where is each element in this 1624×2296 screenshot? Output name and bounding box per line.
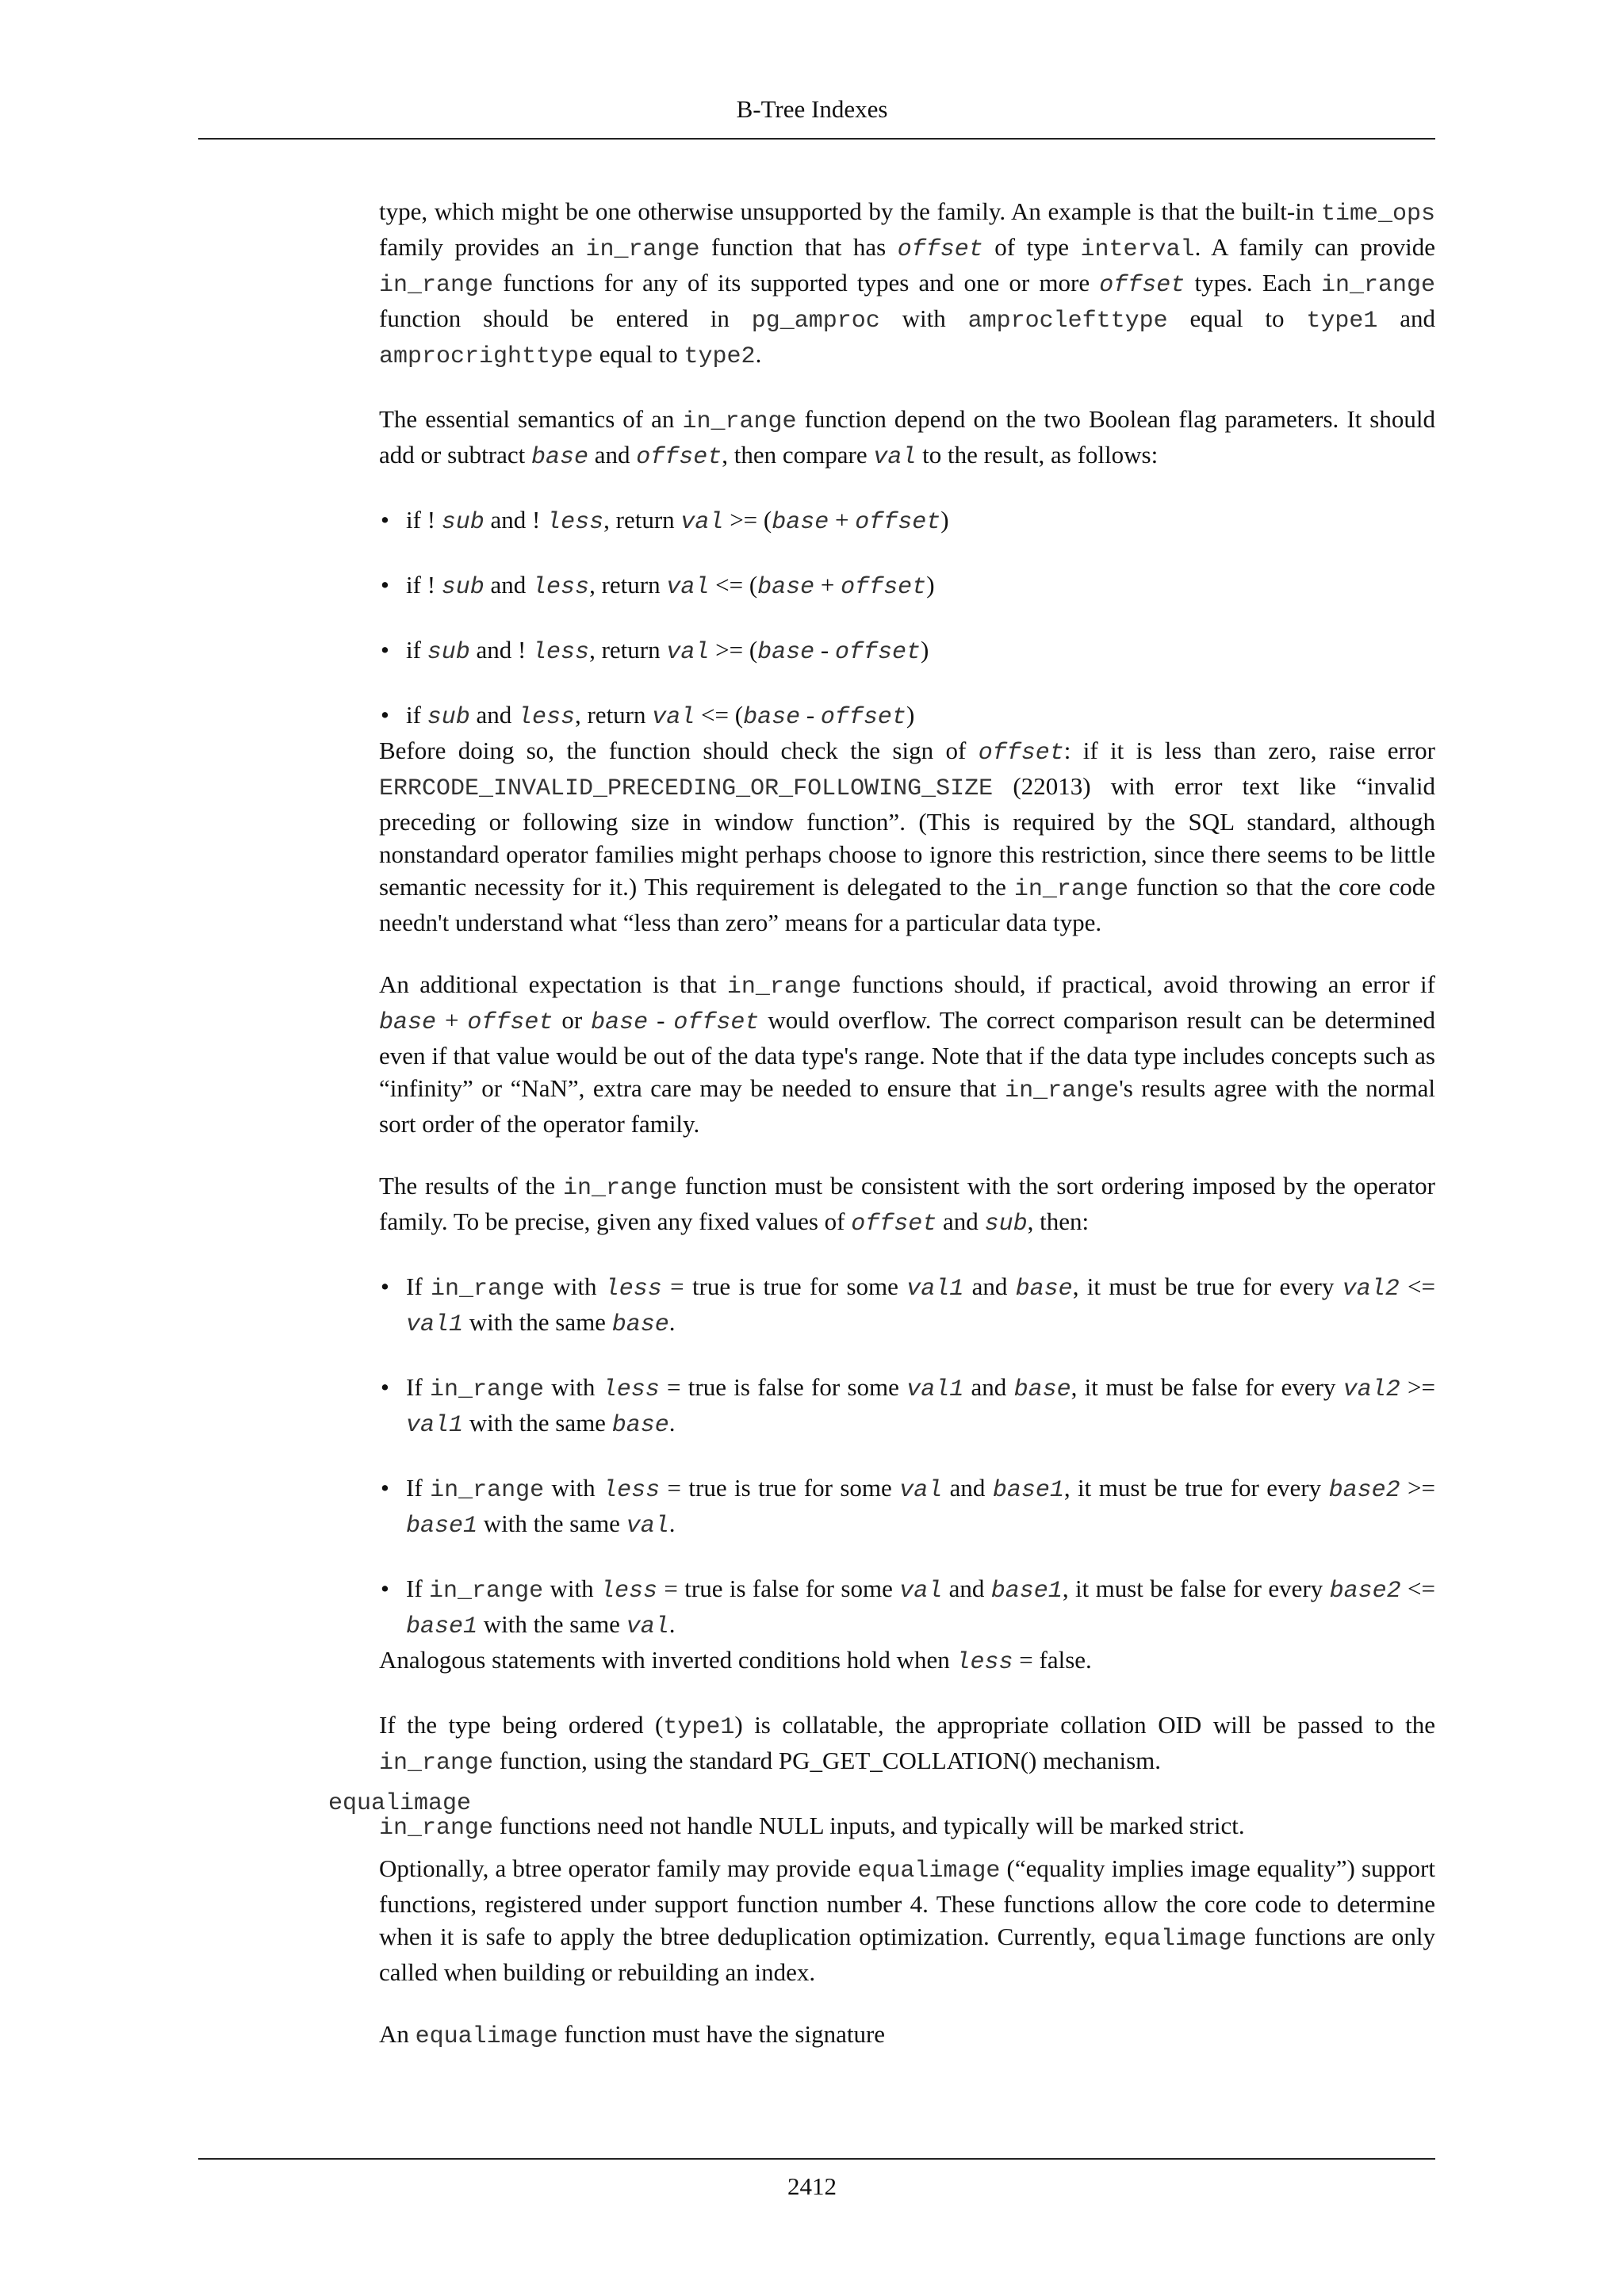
text: ) <box>940 506 949 534</box>
code-parameter: offset <box>851 1211 937 1238</box>
code-parameter: less <box>532 574 590 601</box>
text: of type <box>982 233 1081 261</box>
text: and <box>484 506 533 534</box>
code-parameter: offset <box>636 444 722 471</box>
list-item <box>379 1572 1435 1644</box>
text: + <box>829 506 856 534</box>
code-literal: pg_amproc <box>751 308 880 335</box>
text: function, using the standard PG_GET_COLLATION() mechanism. <box>493 1747 1162 1774</box>
code-parameter: offset <box>835 639 921 666</box>
text: and <box>942 1575 991 1602</box>
text: family provides an <box>379 233 586 261</box>
paragraph-null-inputs <box>379 1809 1435 1845</box>
text: ) <box>926 571 935 599</box>
code-parameter: base <box>743 704 801 731</box>
text: , then compare <box>722 441 874 469</box>
text: type, which might be one otherwise unsupported by the family. An example is that the built-in <box>379 197 1321 225</box>
code-parameter: offset <box>978 740 1064 767</box>
paragraph-semantics <box>379 403 1435 474</box>
code-parameter: val1 <box>906 1276 964 1303</box>
text: = true is true for some <box>660 1474 900 1502</box>
text: if <box>406 701 427 729</box>
code-parameter: offset <box>467 1009 553 1036</box>
text: . A family can provide <box>1194 233 1435 261</box>
bullet-icon: • <box>381 1474 389 1502</box>
bullet-icon: • <box>381 1272 389 1300</box>
code-literal: in_range <box>1005 1077 1120 1104</box>
text: Optionally, a btree operator family may provide <box>379 1854 858 1882</box>
text: if <box>406 636 427 664</box>
text: with the same <box>463 1308 612 1336</box>
text: = true is true for some <box>661 1272 907 1300</box>
code-literal: type1 <box>1306 308 1378 335</box>
footer-rule <box>198 2158 1435 2160</box>
text: and <box>469 701 518 729</box>
text: and <box>469 636 518 664</box>
text: 's results agree with the normal sort order of the operator family. <box>379 1074 1435 1138</box>
text: function so that the core code needn't understand what “less than zero” means for a particular data type. <box>379 873 1435 936</box>
code-parameter: less <box>956 1649 1013 1676</box>
text: and <box>1377 304 1435 332</box>
code-literal: type1 <box>663 1714 735 1741</box>
code-parameter: offset <box>673 1009 760 1036</box>
text: = true is false for some <box>659 1373 907 1401</box>
text: If the type being ordered ( <box>379 1711 664 1739</box>
list-item <box>379 568 1435 604</box>
text: function should be entered in <box>379 304 752 332</box>
text: equal to <box>1167 304 1307 332</box>
paragraph-overflow <box>379 968 1435 1140</box>
code-parameter: less <box>546 509 604 536</box>
text: , return <box>589 636 667 664</box>
code-parameter: base1 <box>406 1613 478 1640</box>
code-literal: in_range <box>429 1578 544 1605</box>
page-number: 2412 <box>787 2172 837 2200</box>
text: function must be consistent with the sort ordering imposed by the operator family. To be precise, given any fixed values of <box>379 1172 1436 1235</box>
code-parameter: offset <box>1099 272 1185 299</box>
code-parameter: val1 <box>406 1311 464 1338</box>
code-parameter: val <box>666 574 710 601</box>
bullet-icon: • <box>381 701 389 729</box>
text: The essential semantics of an <box>379 405 683 433</box>
text: ! <box>532 506 547 534</box>
code-literal: equalimage <box>857 1858 1001 1885</box>
semantics-case-list <box>379 503 1435 734</box>
code-literal: in_range <box>1320 272 1436 299</box>
code-parameter: offset <box>855 509 941 536</box>
list-item <box>379 698 1435 734</box>
code-literal: in_range <box>379 1815 494 1842</box>
text: The results of the <box>379 1172 563 1200</box>
text: >= ( <box>709 636 758 664</box>
code-parameter: less <box>599 1578 657 1605</box>
text: ! <box>517 636 533 664</box>
code-parameter: base <box>757 574 815 601</box>
code-literal: equalimage <box>415 2023 558 2050</box>
text: functions should, if practical, avoid throwing an error if <box>841 970 1435 998</box>
text: <= ( <box>695 701 744 729</box>
code-parameter: base2 <box>1328 1477 1400 1504</box>
code-parameter: less <box>517 704 575 731</box>
text: ) is collatable, the appropriate collation OID will be passed to the <box>734 1711 1435 1739</box>
code-parameter: base1 <box>992 1477 1064 1504</box>
code-parameter: val <box>626 1613 669 1640</box>
code-parameter: base <box>611 1311 669 1338</box>
text: if <box>406 506 427 534</box>
text: Analogous statements with inverted conditions hold when <box>379 1646 956 1674</box>
code-literal: amproclefttype <box>967 308 1168 335</box>
text: and <box>963 1272 1016 1300</box>
term-equalimage: equalimage <box>328 1790 472 1817</box>
code-parameter: base <box>772 509 829 536</box>
code-parameter: base <box>530 444 588 471</box>
text: . <box>755 340 762 368</box>
code-parameter: offset <box>897 236 983 263</box>
text: if <box>406 571 427 599</box>
text: with the same <box>463 1409 612 1437</box>
code-parameter: less <box>602 1376 660 1403</box>
code-literal: amprocrighttype <box>379 343 594 370</box>
text: , then: <box>1027 1207 1090 1235</box>
code-parameter: val2 <box>1342 1376 1400 1403</box>
text: If <box>406 1474 431 1502</box>
text: . <box>668 1510 676 1537</box>
text: types. Each <box>1185 269 1321 297</box>
paragraph-equalimage-intro <box>379 1852 1435 1988</box>
code-parameter: val <box>666 639 710 666</box>
text: <= <box>1400 1575 1435 1602</box>
equalimage-content <box>379 1852 1435 2083</box>
text: ! <box>427 571 442 599</box>
text: functions for any of its supported types and one or more <box>493 269 1100 297</box>
code-parameter: base1 <box>406 1513 478 1540</box>
text: If <box>406 1373 430 1401</box>
code-parameter: offset <box>820 704 906 731</box>
text: function must have the signature <box>557 2020 886 2048</box>
code-parameter: val <box>652 704 695 731</box>
code-literal: in_range <box>379 1750 494 1777</box>
text: functions need not handle NULL inputs, and typically will be marked strict. <box>493 1812 1245 1839</box>
text: to the result, as follows: <box>916 441 1159 469</box>
code-parameter: base <box>379 1009 437 1036</box>
code-parameter: sub <box>427 704 470 731</box>
code-parameter: sub <box>427 639 470 666</box>
text: If <box>406 1272 431 1300</box>
text: + <box>814 571 841 599</box>
code-literal: in_range <box>682 408 797 435</box>
code-literal: in_range <box>430 1276 546 1303</box>
code-parameter: sub <box>984 1211 1028 1238</box>
code-parameter: less <box>604 1276 662 1303</box>
text: . <box>668 1610 676 1638</box>
text: (22013) with error text like “invalid preceding or following size in window function”. (This is required by the SQL standard, although nonstandard operator families might perhaps choose to ignore this restriction, since there seems to be little semantic necessity for it.) This requirement is delegated to the <box>379 772 1435 901</box>
text: An additional expectation is that <box>379 970 727 998</box>
code-parameter: base <box>757 639 815 666</box>
code-parameter: val <box>873 444 917 471</box>
text: ! <box>427 506 442 534</box>
text: with <box>543 1373 603 1401</box>
code-parameter: val <box>626 1513 669 1540</box>
code-parameter: val <box>899 1578 943 1605</box>
text: If <box>406 1575 430 1602</box>
bullet-icon: • <box>381 571 389 599</box>
text: and <box>936 1207 985 1235</box>
text: >= <box>1400 1474 1435 1502</box>
code-literal: in_range <box>429 1376 544 1403</box>
text: and <box>588 441 637 469</box>
text: with <box>544 1474 603 1502</box>
text: with <box>879 304 968 332</box>
code-parameter: base <box>591 1009 649 1036</box>
paragraph-collation <box>379 1709 1435 1780</box>
text: Before doing so, the function should check the sign of <box>379 737 979 764</box>
list-item <box>379 1471 1435 1543</box>
code-parameter: offset <box>841 574 927 601</box>
code-literal: in_range <box>562 1175 678 1202</box>
list-item <box>379 633 1435 669</box>
code-parameter: sub <box>441 509 485 536</box>
code-parameter: val <box>899 1477 943 1504</box>
text: , it must be false for every <box>1071 1373 1343 1401</box>
text: or <box>553 1006 592 1034</box>
bullet-icon: • <box>381 1373 389 1401</box>
text: functions are only called when building or rebuilding an index. <box>379 1923 1435 1986</box>
text: = true is false for some <box>657 1575 900 1602</box>
code-parameter: base2 <box>1329 1578 1401 1605</box>
text: and <box>942 1474 993 1502</box>
code-literal: in_range <box>585 236 700 263</box>
text: + <box>436 1006 468 1034</box>
text: with the same <box>477 1610 626 1638</box>
text: An <box>379 2020 416 2048</box>
bullet-icon: • <box>381 636 389 664</box>
paragraph-inverted-conditions <box>379 1644 1435 1679</box>
code-literal: type2 <box>684 343 756 370</box>
paragraph-offset-sign-check <box>379 734 1435 939</box>
bullet-icon: • <box>381 1575 389 1602</box>
consistency-rule-list <box>379 1270 1435 1644</box>
code-literal: ERRCODE_INVALID_PRECEDING_OR_FOLLOWING_SIZE <box>379 775 994 802</box>
text: ) <box>921 636 929 664</box>
code-parameter: less <box>603 1477 661 1504</box>
code-parameter: val2 <box>1342 1276 1400 1303</box>
text: , return <box>574 701 653 729</box>
paragraph-equalimage-signature <box>379 2018 1435 2053</box>
code-parameter: base <box>1015 1276 1073 1303</box>
text: <= <box>1399 1272 1435 1300</box>
text: = false. <box>1013 1646 1092 1674</box>
code-parameter: val <box>680 509 724 536</box>
text: ) <box>906 701 915 729</box>
text: - <box>800 701 821 729</box>
code-literal: in_range <box>726 974 841 1001</box>
list-item <box>379 1270 1435 1341</box>
text: function depend on the two Boolean flag parameters. It should add or subtract <box>379 405 1435 469</box>
header-rule <box>198 138 1435 140</box>
text: . <box>668 1308 676 1336</box>
code-literal: in_range <box>1013 876 1128 903</box>
text: >= ( <box>723 506 772 534</box>
code-parameter: sub <box>441 574 485 601</box>
text: with the same <box>477 1510 626 1537</box>
text: with <box>543 1575 600 1602</box>
text: and <box>963 1373 1014 1401</box>
paragraph-in-range-types <box>379 195 1435 373</box>
text: , return <box>603 506 681 534</box>
code-literal: in_range <box>430 1477 545 1504</box>
code-literal: in_range <box>379 272 494 299</box>
code-parameter: val1 <box>406 1412 464 1439</box>
code-parameter: val1 <box>906 1376 964 1403</box>
text: function that has <box>699 233 898 261</box>
code-parameter: less <box>532 639 590 666</box>
text: , return <box>589 571 667 599</box>
list-item <box>379 503 1435 539</box>
bullet-icon: • <box>381 506 389 534</box>
code-parameter: base <box>1013 1376 1071 1403</box>
text: would overflow. The correct comparison result can be determined even if that value would be out of the data type's range. Note that if the data type includes concepts such as “infinity” or “NaN”, extra care may be needed to ensure that <box>379 1006 1436 1102</box>
text: : if it is less than zero, raise error <box>1063 737 1435 764</box>
main-content <box>379 195 1435 1874</box>
text: (“equality implies image equality”) support functions, registered under support function number 4. These functions allow the core code to determine when it is safe to apply the btree deduplication optimization. Currently, <box>379 1854 1435 1950</box>
text: , it must be true for every <box>1072 1272 1342 1300</box>
list-item <box>379 1371 1435 1442</box>
text: equal to <box>593 340 684 368</box>
text: , it must be true for every <box>1063 1474 1329 1502</box>
code-parameter: base1 <box>990 1578 1063 1605</box>
text: >= <box>1400 1373 1435 1401</box>
code-literal: time_ops <box>1320 201 1435 228</box>
text: <= ( <box>709 571 758 599</box>
text: . <box>668 1409 676 1437</box>
code-literal: equalimage <box>1104 1926 1247 1953</box>
code-parameter: base <box>611 1412 669 1439</box>
code-literal: interval <box>1080 236 1195 263</box>
text: - <box>814 636 835 664</box>
text: , it must be false for every <box>1062 1575 1330 1602</box>
running-header: B-Tree Indexes <box>736 95 888 123</box>
paragraph-consistency <box>379 1169 1435 1241</box>
text: and <box>484 571 533 599</box>
text: with <box>545 1272 605 1300</box>
text: - <box>648 1006 674 1034</box>
